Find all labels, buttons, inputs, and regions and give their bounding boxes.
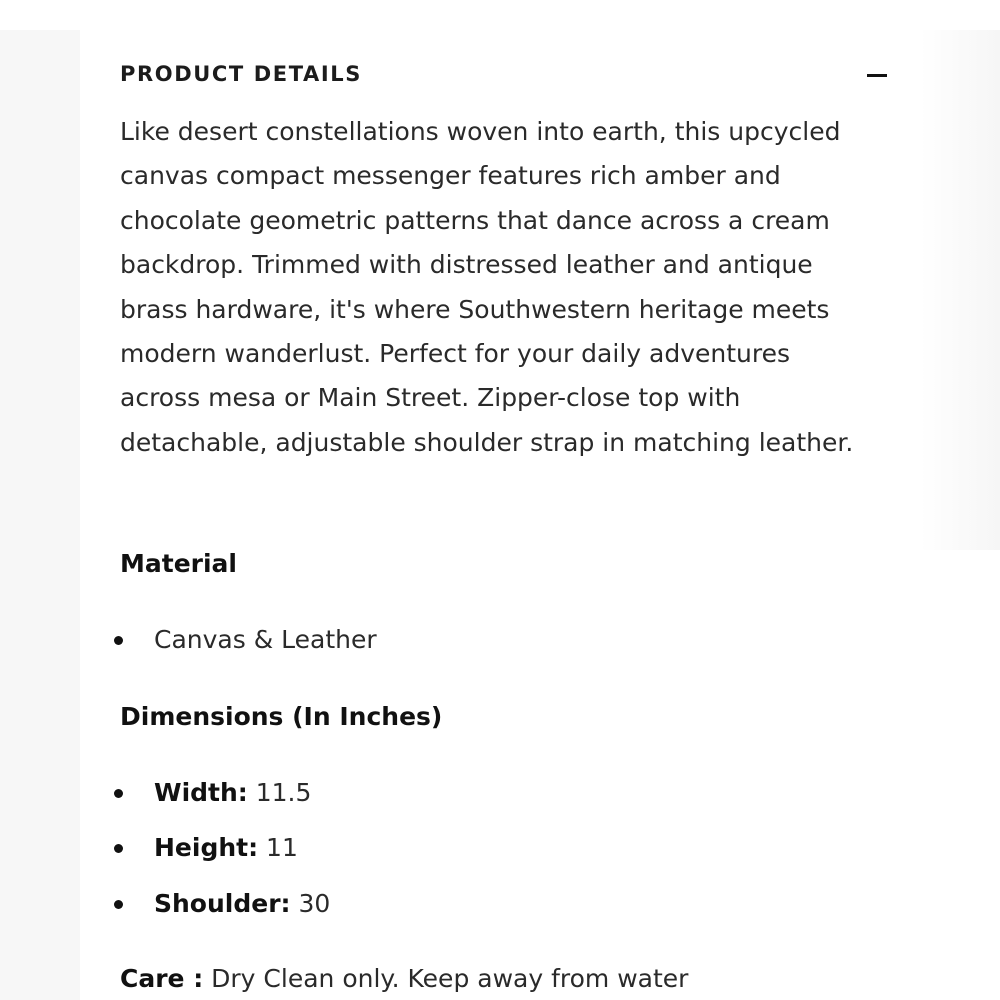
list-item	[112, 774, 812, 812]
list-item	[112, 829, 812, 867]
care-instructions	[120, 960, 688, 998]
right-backdrop	[920, 30, 1000, 550]
care-text: Dry Clean only. Keep away from water	[211, 964, 689, 993]
dimensions-heading: Dimensions (In Inches)	[120, 702, 443, 731]
bullet-icon	[114, 636, 123, 645]
material-value: Canvas & Leather	[154, 625, 377, 654]
collapse-button[interactable]	[864, 62, 890, 88]
dimension-value: 30	[298, 889, 331, 918]
product-details-header[interactable]	[120, 58, 890, 92]
bullet-icon	[114, 844, 123, 853]
list-item	[112, 885, 812, 923]
dimension-label: Shoulder:	[154, 889, 291, 918]
dimension-width	[154, 774, 311, 812]
bullet-icon	[114, 900, 123, 909]
material-heading: Material	[120, 549, 237, 578]
section-title: PRODUCT DETAILS	[120, 62, 362, 86]
minus-icon	[867, 74, 887, 77]
dimension-value: 11	[266, 833, 298, 862]
dimension-value: 11.5	[255, 778, 312, 807]
dimension-label: Height:	[154, 833, 259, 862]
bullet-icon	[114, 789, 123, 798]
dimension-height	[154, 829, 298, 867]
care-label: Care :	[120, 964, 204, 993]
dimension-shoulder	[154, 885, 330, 923]
left-backdrop	[0, 30, 80, 1000]
product-description: Like desert constellations woven into earth, this upcycled canvas compact messenger features rich amber and chocolate geometric patterns that dance across a cream backdrop. Trimmed with distressed leather and antique brass hardware, it's where Southwestern heritage meets modern wanderlust. Perfect for your daily adventures across mesa or Main Street. Zipper-close top with detachable, adjustable shoulder strap in matching leather.	[120, 117, 854, 457]
dimension-label: Width:	[154, 778, 248, 807]
list-item	[112, 621, 812, 659]
